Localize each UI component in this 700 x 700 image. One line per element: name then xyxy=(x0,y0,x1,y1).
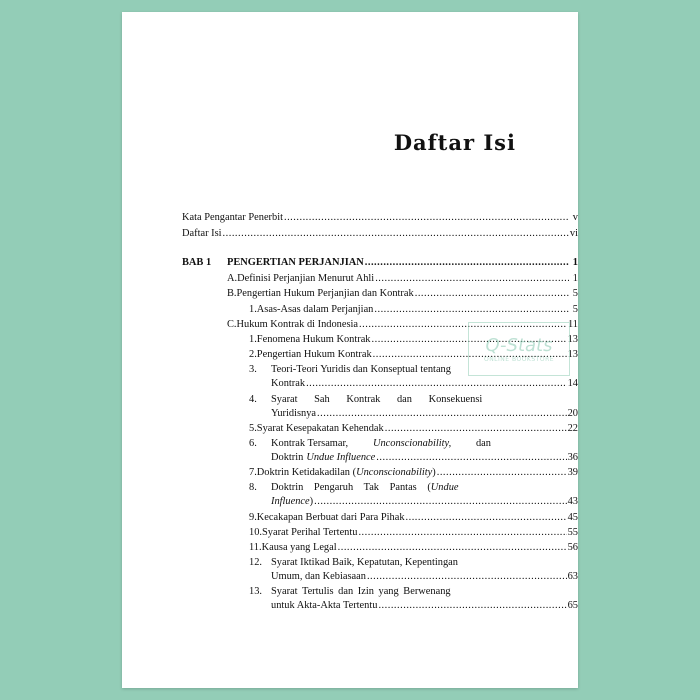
toc-page-number: 13 xyxy=(567,334,578,345)
toc-item-11 xyxy=(249,542,578,554)
toc-entry-text: Yuridisnya xyxy=(271,408,317,419)
watermark-script-text: Q-Stats xyxy=(485,334,553,356)
item-number: 2. xyxy=(249,349,257,360)
toc-entry-text: Definisi Perjanjian Menurut Ahli xyxy=(237,273,375,284)
toc-page-number: 13 xyxy=(567,349,578,360)
toc-subsection-b1 xyxy=(249,304,578,316)
toc-entry-text: Teori-Teori Yuridis dan Konseptual tentang xyxy=(271,364,451,375)
toc-page-number: 63 xyxy=(567,571,578,582)
leader-dots xyxy=(385,423,567,435)
toc-entry-text-italic: Unconscionability, xyxy=(372,438,452,449)
leader-dots xyxy=(415,288,569,300)
toc-item-7 xyxy=(249,467,578,479)
toc-page-number: 20 xyxy=(567,408,578,419)
toc-page-number: vi xyxy=(569,228,578,239)
item-number: 5. xyxy=(249,423,257,434)
item-number: 1. xyxy=(249,334,257,345)
toc-page-number: 39 xyxy=(567,467,578,478)
leader-dots xyxy=(365,257,569,269)
toc-section-b xyxy=(227,288,578,300)
toc-entry-text-italic: Influence xyxy=(271,496,310,507)
toc-entry-text: dan xyxy=(475,438,491,449)
toc-item-8-line2 xyxy=(271,496,578,508)
toc-page-number: 45 xyxy=(567,512,578,523)
toc-entry-text-italic: Unconscionability xyxy=(356,467,433,478)
toc-page-number: 5 xyxy=(572,288,578,299)
toc-page-number: 43 xyxy=(567,496,578,507)
leader-dots xyxy=(314,496,566,508)
toc-entry-text: Kontrak xyxy=(271,378,306,389)
leader-dots xyxy=(437,467,567,479)
toc-page-number: 11 xyxy=(567,319,578,330)
toc-page-number: 1 xyxy=(572,257,578,268)
item-number: 6. xyxy=(249,438,257,449)
leader-dots xyxy=(374,304,569,316)
leader-dots xyxy=(317,408,567,420)
item-number: 1. xyxy=(249,304,257,315)
toc-entry-text: Kausa yang Legal xyxy=(261,542,337,553)
toc-page-number: 22 xyxy=(567,423,578,434)
toc-page-number: 55 xyxy=(567,527,578,538)
toc-entry-text: Fenomena Hukum Kontrak xyxy=(256,334,371,345)
toc-item-4-line2 xyxy=(271,408,578,420)
toc-page-number: 1 xyxy=(572,273,578,284)
toc-item-12-line2 xyxy=(271,571,578,583)
toc-entry-text: Doktrin xyxy=(271,452,304,463)
toc-entry-text: untuk Akta-Akta Tertentu xyxy=(271,600,378,611)
toc-entry-text: ) xyxy=(432,467,436,478)
leader-dots xyxy=(338,542,567,554)
item-number: 8. xyxy=(249,482,257,493)
toc-entry-text: ) xyxy=(309,496,314,507)
toc-entry-text: Doktrin Pengaruh Tak Pantas ( xyxy=(271,482,431,493)
section-letter: B. xyxy=(227,288,237,299)
toc-entry-text: Umum, dan Kebiasaan xyxy=(271,571,366,582)
toc-section-a xyxy=(227,273,578,285)
toc-item-3-line1 xyxy=(249,364,500,376)
leader-dots xyxy=(223,228,569,240)
toc-item-9 xyxy=(249,512,578,524)
item-number: 13. xyxy=(249,586,262,597)
toc-entry-text: Syarat Sah Kontrak dan Konsekuensi xyxy=(271,394,483,405)
toc-page-number: 5 xyxy=(572,304,578,315)
item-number: 7. xyxy=(249,467,257,478)
toc-entry-text: Syarat Iktikad Baik, Kepatutan, Kepentingan xyxy=(271,557,458,568)
toc-entry-text: Syarat Tertulis dan Izin yang Berwenang xyxy=(271,586,451,597)
toc-page-number: v xyxy=(572,212,578,223)
toc-item-12-line1 xyxy=(249,557,578,569)
chapter-label: BAB 1 xyxy=(182,257,212,268)
toc-chapter-bab-1 xyxy=(182,257,578,269)
item-number: 4. xyxy=(249,394,257,405)
toc-entry-text: Pengertian Hukum Kontrak xyxy=(256,349,372,360)
leader-dots xyxy=(376,452,566,464)
toc-entry-text: Kontrak Tersamar, xyxy=(271,438,349,449)
toc-page-number: 36 xyxy=(567,452,578,463)
toc-entry-text: Kata Pengantar Penerbit xyxy=(182,212,283,223)
leader-dots xyxy=(367,571,567,583)
section-letter: A. xyxy=(227,273,238,284)
toc-entry-text: Doktrin Ketidakadilan ( xyxy=(256,467,357,478)
toc-page-number: 65 xyxy=(567,600,578,611)
toc-page-number: 14 xyxy=(567,378,578,389)
toc-entry-text-italic: Undue Influence xyxy=(306,452,376,463)
toc-entry-text: Syarat Perihal Tertentu xyxy=(262,527,358,538)
toc-entry-text: Hukum Kontrak di Indonesia xyxy=(236,319,359,330)
watermark-logo xyxy=(468,322,570,376)
toc-item-13-line1 xyxy=(249,586,578,598)
toc-entry-text: Asas-Asas dalam Perjanjian xyxy=(256,304,374,315)
watermark-tagline: ONLINE BOOKSTORE xyxy=(483,355,555,363)
toc-item-6-line2 xyxy=(271,452,578,464)
leader-dots xyxy=(375,273,569,285)
toc-entry-kata-pengantar xyxy=(182,212,578,224)
item-number: 12. xyxy=(249,557,262,568)
toc-entry-text-italic: Undue xyxy=(430,482,459,493)
toc-page-number: 56 xyxy=(567,542,578,553)
toc-item-10 xyxy=(249,527,578,539)
leader-dots xyxy=(358,527,566,539)
toc-item-5 xyxy=(249,423,578,435)
toc-item-13-line2 xyxy=(271,600,578,612)
toc-entry-text: Daftar Isi xyxy=(182,228,222,239)
toc-entry-text: Pengertian Hukum Perjanjian dan Kontrak xyxy=(236,288,414,299)
chapter-title: PENGERTIAN PERJANJIAN xyxy=(227,257,364,268)
toc-item-8-line1 xyxy=(249,482,489,494)
leader-dots xyxy=(406,512,567,524)
leader-dots xyxy=(284,212,569,224)
section-letter: C. xyxy=(227,319,237,330)
toc-item-6-line1 xyxy=(249,438,578,450)
item-number: 11. xyxy=(249,542,262,553)
toc-item-3-line2 xyxy=(271,378,578,390)
page-title: Daftar Isi xyxy=(393,130,516,155)
toc-entry-daftar-isi xyxy=(182,228,578,240)
item-number: 3. xyxy=(249,364,257,375)
leader-dots xyxy=(378,600,566,612)
leader-dots xyxy=(306,378,567,390)
item-number: 10. xyxy=(249,527,262,538)
toc-item-4-line1 xyxy=(249,394,578,406)
toc-entry-text: Kecakapan Berbuat dari Para Pihak xyxy=(256,512,405,523)
toc-entry-text: Syarat Kesepakatan Kehendak xyxy=(256,423,384,434)
item-number: 9. xyxy=(249,512,257,523)
